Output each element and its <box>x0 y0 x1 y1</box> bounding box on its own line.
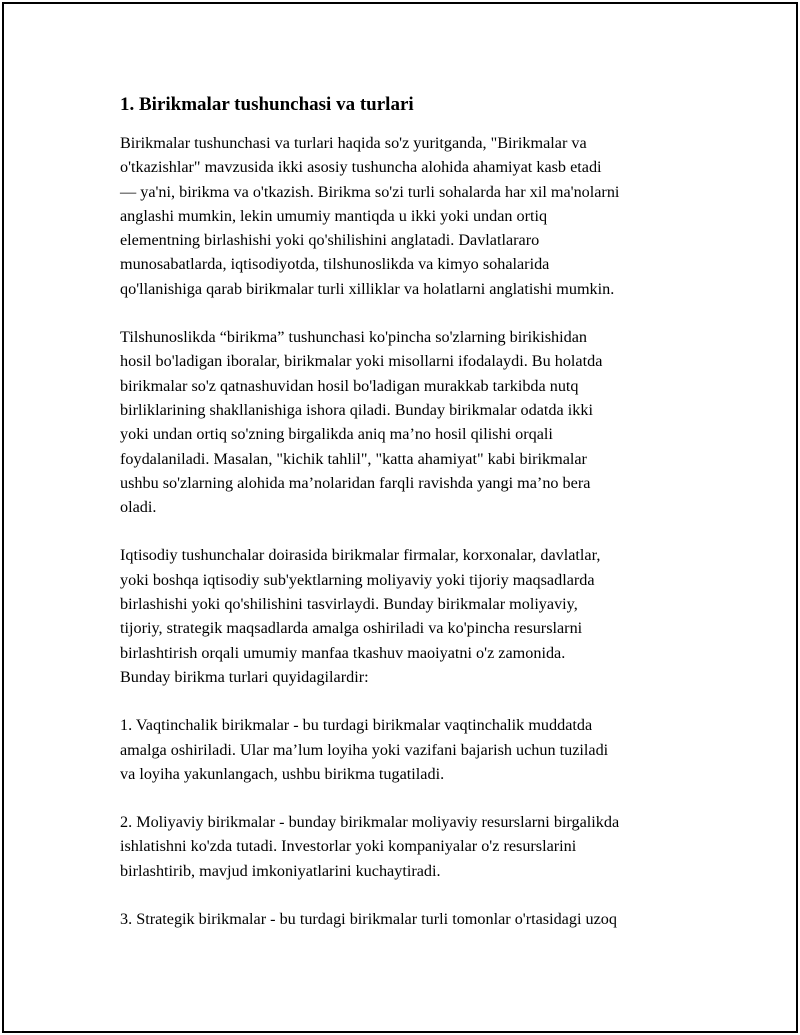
paragraph-economics <box>120 543 700 689</box>
text-line: qo'llanishiga qarab birikmalar turli xilliklar va holatlarni anglatishi mumkin. <box>120 279 615 298</box>
text-line: tijoriy, strategik maqsadlarda amalga oshiriladi va ko'pincha resurslarni <box>120 619 583 638</box>
text-line: — ya'ni, birikma va o'tkazish. Birikma so'zi turli sohalarda har xil ma'nolarni <box>120 182 620 201</box>
text-line: ishlatishni ko'zda tutadi. Investorlar yoki kompaniyalar o'z resurslarini <box>120 837 577 856</box>
text-line: elementning birlashishi yoki qo'shilishini anglatadi. Davlatlararo <box>120 231 540 250</box>
text-line: hosil bo'ladigan iboralar, birikmalar yoki misollarni ifodalaydi. Bu holatda <box>120 352 603 371</box>
paragraph-intro <box>120 131 700 301</box>
section-heading: 1. Birikmalar tushunchasi va turlari <box>120 94 414 115</box>
paragraph-linguistics <box>120 325 700 519</box>
text-line: birliklarining shakllanishiga ishora qiladi. Bunday birikmalar odatda ikki <box>120 400 593 419</box>
document-body <box>120 92 700 955</box>
list-item-financial <box>120 810 700 883</box>
text-line: munosabatlarda, iqtisodiyotda, tilshunoslikda va kimyo sohalarida <box>120 255 550 274</box>
text-line: birlashishi yoki qo'shilishini tasvirlaydi. Bunday birikmalar moliyaviy, <box>120 595 578 614</box>
text-line: yoki undan ortiq so'zning birgalikda aniq ma’no hosil qilishi orqali <box>120 425 553 444</box>
page-frame <box>2 2 798 1033</box>
text-line: va loyiha yakunlangach, ushbu birikma tugatiladi. <box>120 764 445 783</box>
list-item-temporary <box>120 713 700 786</box>
text-line: oladi. <box>120 498 157 517</box>
text-line: Tilshunoslikda “birikma” tushunchasi ko'pincha so'zlarning birikishidan <box>120 328 587 347</box>
text-line: 1. Vaqtinchalik birikmalar - bu turdagi birikmalar vaqtinchalik muddatda <box>120 716 593 735</box>
text-line: 2. Moliyaviy birikmalar - bunday birikmalar moliyaviy resurslarni birgalikda <box>120 813 620 832</box>
text-line: birlashtirib, mavjud imkoniyatlarini kuchaytiradi. <box>120 861 441 880</box>
text-line: birlashtirish orqali umumiy manfaa tkashuv maoiyatni o'z zamonida. <box>120 643 566 662</box>
text-line: Bunday birikma turlari quyidagilardir: <box>120 667 369 686</box>
text-line: o'tkazishlar" mavzusida ikki asosiy tushuncha alohida ahamiyat kasb etadi <box>120 158 602 177</box>
text-line: Iqtisodiy tushunchalar doirasida birikmalar firmalar, korxonalar, davlatlar, <box>120 546 601 565</box>
text-line: Birikmalar tushunchasi va turlari haqida so'z yuritganda, "Birikmalar va <box>120 134 587 152</box>
list-item-strategic <box>120 907 700 931</box>
text-line: birikmalar so'z qatnashuvidan hosil bo'ladigan murakkab tarkibda nutq <box>120 376 579 395</box>
text-line: ushbu so'zlarning alohida ma’nolaridan farqli ravishda yangi ma’no bera <box>120 473 591 492</box>
text-line: anglashi mumkin, lekin umumiy mantiqda u ikki yoki undan ortiq <box>120 206 548 225</box>
text-line: amalga oshiriladi. Ular ma’lum loyiha yoki vazifani bajarish uchun tuziladi <box>120 740 609 759</box>
text-line: 3. Strategik birikmalar - bu turdagi birikmalar turli tomonlar o'rtasidagi uzoq <box>120 910 617 929</box>
text-line: foydalaniladi. Masalan, "kichik tahlil", "katta ahamiyat" kabi birikmalar <box>120 449 587 468</box>
text-line: yoki boshqa iqtisodiy sub'yektlarning moliyaviy yoki tijoriy maqsadlarda <box>120 570 595 589</box>
